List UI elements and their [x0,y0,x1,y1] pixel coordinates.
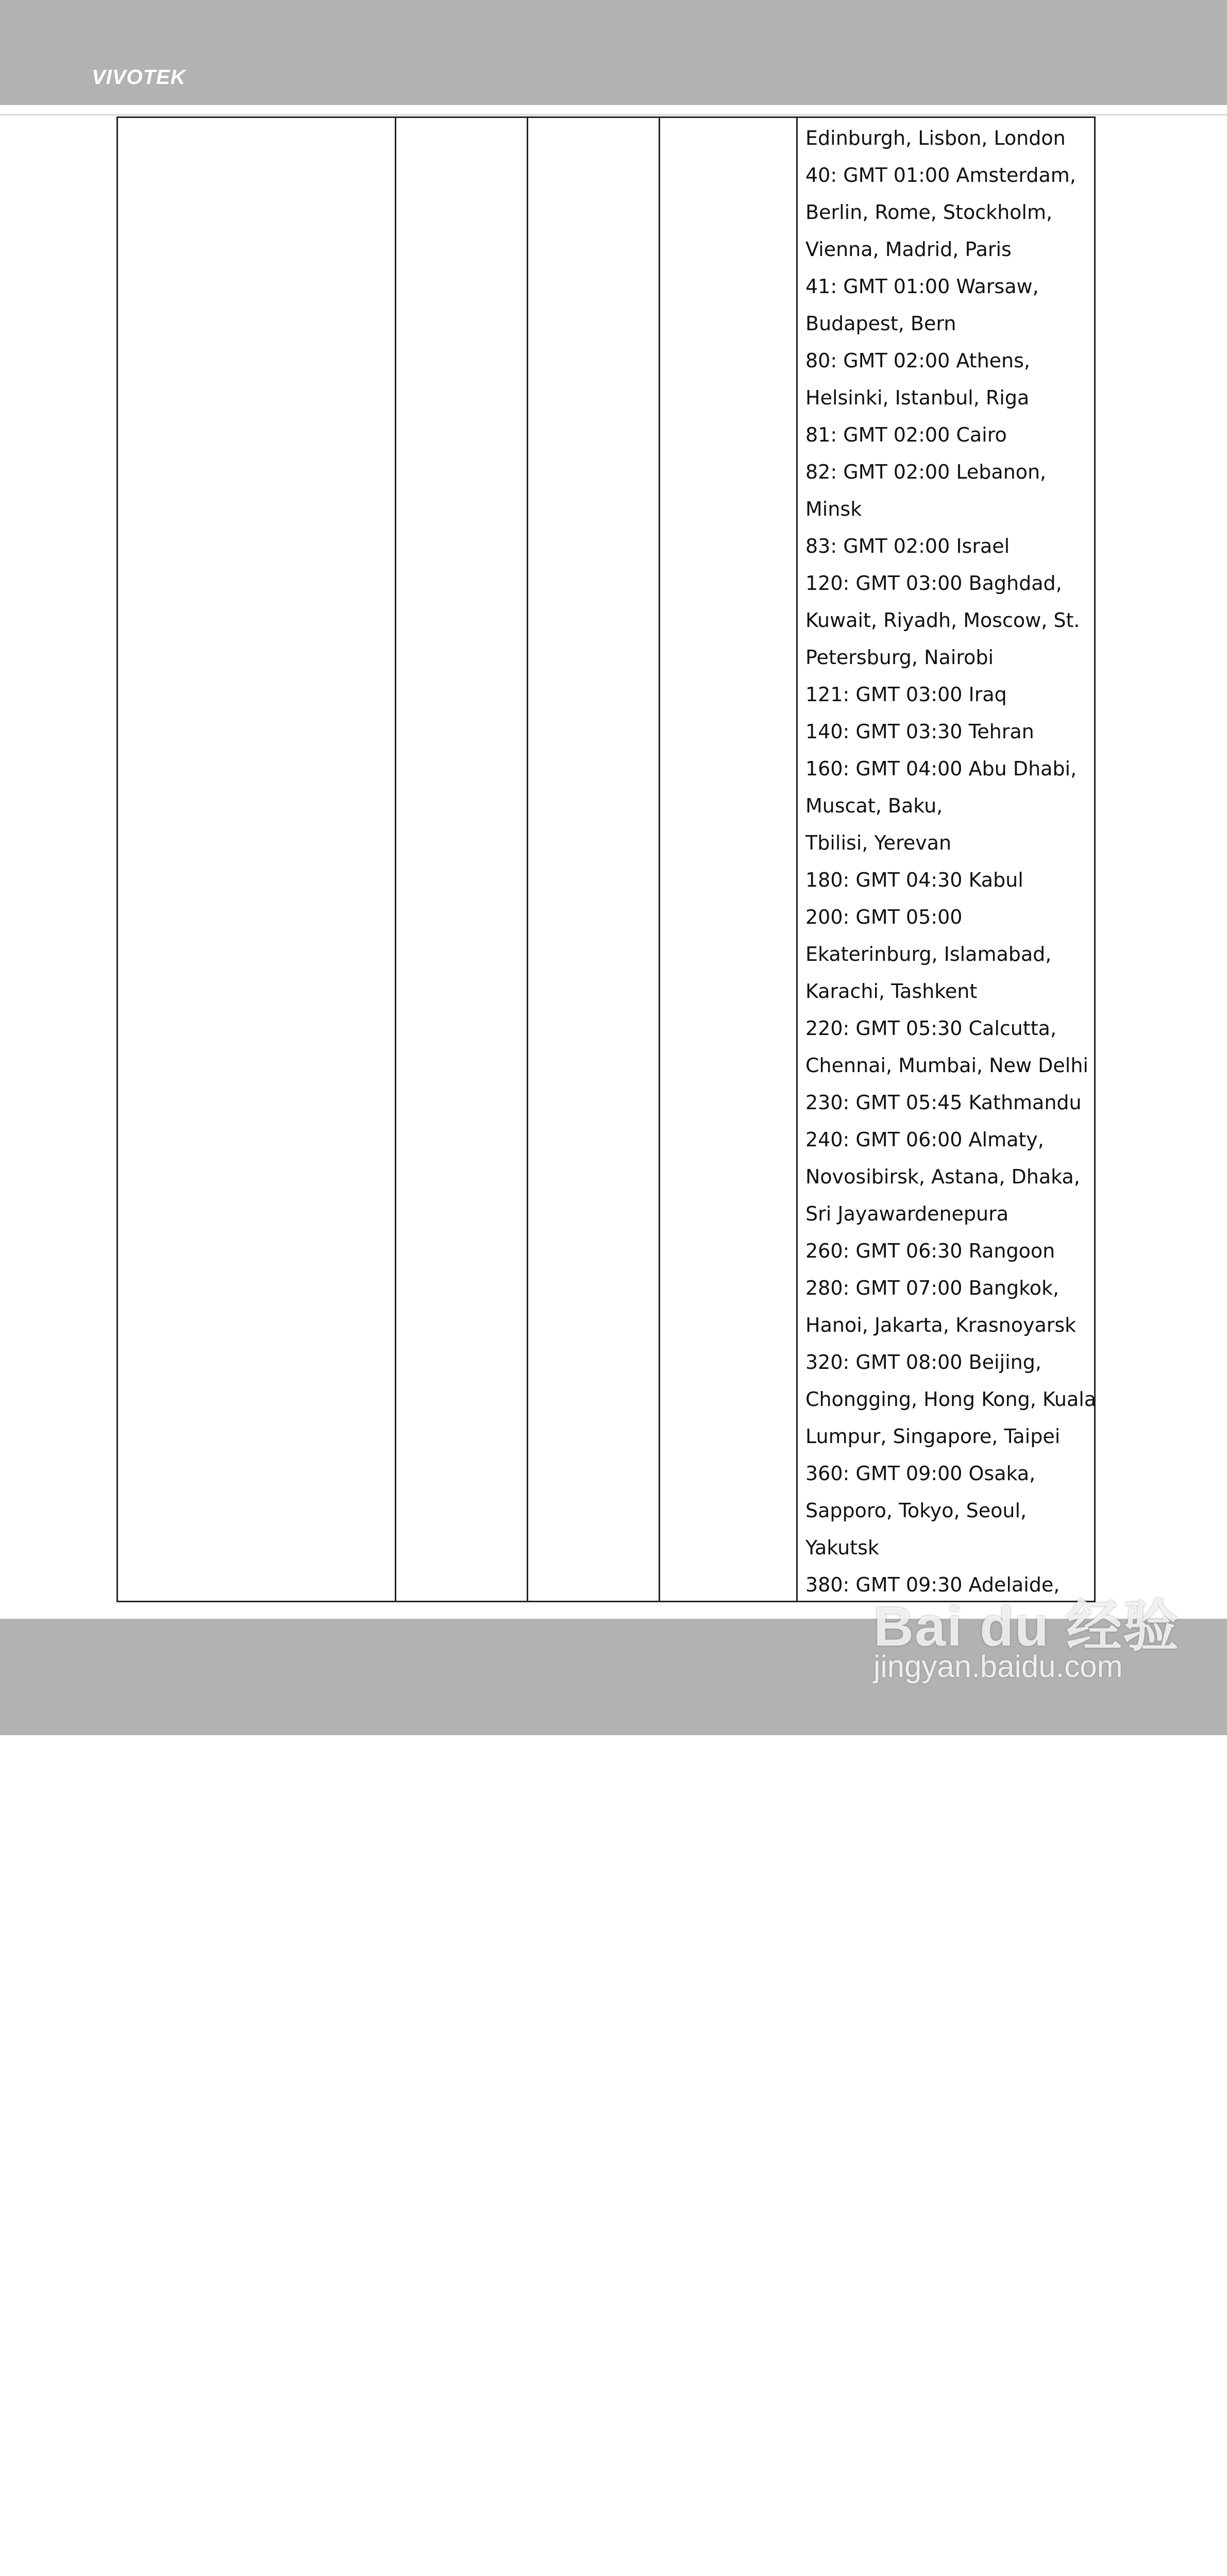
timezone-line: 280: GMT 07:00 Bangkok, [805,1277,1060,1299]
timezone-line: 40: GMT 01:00 Amsterdam, [805,164,1076,187]
timezone-line: 83: GMT 02:00 Israel [805,535,1010,557]
header-divider [0,114,1227,115]
timezone-line: Sri Jayawardenepura [805,1202,1009,1225]
timezone-line: Berlin, Rome, Stockholm, [805,201,1053,224]
timezone-line: Helsinki, Istanbul, Riga [805,386,1030,409]
timezone-line: 220: GMT 05:30 Calcutta, [805,1017,1057,1040]
timezone-line: 82: GMT 02:00 Lebanon, [805,461,1047,483]
timezone-list [805,120,1097,1603]
page-header [0,0,1227,105]
timezone-line: 260: GMT 06:30 Rangoon [805,1240,1055,1262]
timezone-line: Edinburgh, Lisbon, London [805,127,1066,149]
table-column-divider [395,118,396,1601]
timezone-line: 230: GMT 05:45 Kathmandu [805,1091,1082,1114]
timezone-line: Petersburg, Nairobi [805,646,994,669]
timezone-line: Hanoi, Jakarta, Krasnoyarsk [805,1314,1077,1336]
timezone-line: Sapporo, Tokyo, Seoul, [805,1499,1027,1522]
timezone-line: Yakutsk [805,1536,879,1559]
timezone-line: 121: GMT 03:00 Iraq [805,683,1007,706]
timezone-line: Karachi, Tashkent [805,980,978,1003]
timezone-line: Lumpur, Singapore, Taipei [805,1425,1061,1448]
timezone-line: Vienna, Madrid, Paris [805,238,1012,261]
timezone-line: 120: GMT 03:00 Baghdad, [805,572,1062,595]
timezone-line: 81: GMT 02:00 Cairo [805,423,1007,446]
timezone-line: 360: GMT 09:00 Osaka, [805,1462,1036,1485]
timezone-line: Muscat, Baku, [805,794,943,817]
table-column-divider [659,118,660,1601]
timezone-line: 180: GMT 04:30 Kabul [805,869,1023,891]
brand-logo: VIVOTEK [92,66,186,89]
watermark-logo: Bai du 经验 [873,1595,1180,1657]
timezone-line: Chongging, Hong Kong, Kuala [805,1388,1097,1411]
timezone-line: 200: GMT 05:00 [805,906,963,928]
timezone-line: 380: GMT 09:30 Adelaide, [805,1573,1060,1596]
table-column-divider [527,118,528,1601]
timezone-line: Chennai, Mumbai, New Delhi [805,1054,1088,1077]
timezone-line: 41: GMT 01:00 Warsaw, [805,275,1039,298]
timezone-line: 160: GMT 04:00 Abu Dhabi, [805,757,1077,780]
timezone-line: 80: GMT 02:00 Athens, [805,349,1030,372]
timezone-line: Minsk [805,498,862,520]
timezone-line: 140: GMT 03:30 Tehran [805,720,1034,743]
table-column-divider [796,118,798,1601]
timezone-line: Novosibirsk, Astana, Dhaka, [805,1165,1080,1188]
timezone-line: Budapest, Bern [805,312,956,335]
timezone-line: Tbilisi, Yerevan [805,832,952,854]
timezone-line: 240: GMT 06:00 Almaty, [805,1128,1044,1151]
timezone-line: 320: GMT 08:00 Beijing, [805,1351,1041,1374]
timezone-line: Ekaterinburg, Islamabad, [805,943,1052,965]
watermark-url: jingyan.baidu.com [873,1649,1123,1684]
timezone-line: Kuwait, Riyadh, Moscow, St. [805,609,1080,632]
